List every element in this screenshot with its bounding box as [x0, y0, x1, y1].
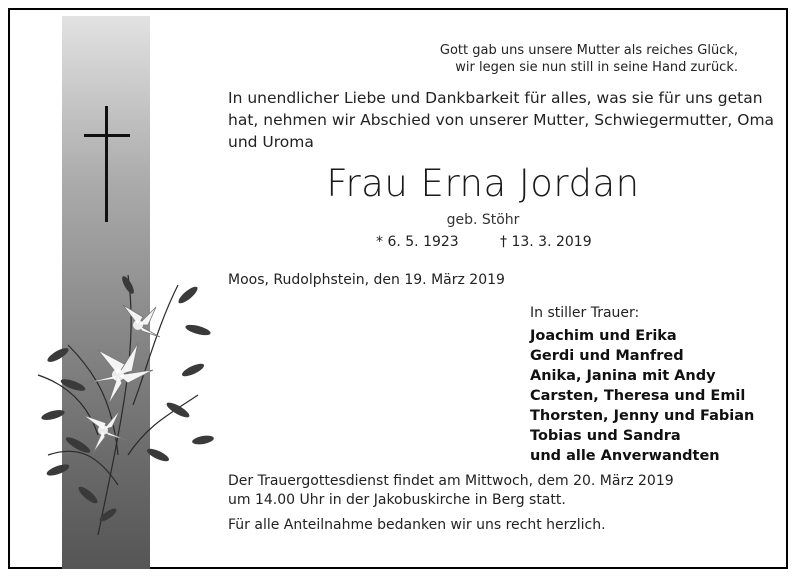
motto-line: wir legen sie nun still in seine Hand zurück.: [455, 60, 738, 75]
motto-verse: [440, 42, 738, 76]
intro-line: In unendlicher Liebe und Dankbarkeit für alles, was sie für uns getan: [228, 89, 763, 107]
cross-icon: [84, 106, 130, 222]
intro-line: und Uroma: [228, 133, 314, 151]
death-date: † 13. 3. 2019: [500, 234, 592, 250]
funeral-service-info: [228, 472, 674, 510]
lily-bouquet-image: [28, 255, 223, 540]
mourners-list: [530, 326, 754, 466]
maiden-name: geb. Stöhr: [446, 212, 520, 228]
place-and-date: Moos, Rudolphstein, den 19. März 2019: [228, 272, 505, 288]
mourner-name: Joachim und Erika: [530, 328, 677, 344]
motto-line: Gott gab uns unsere Mutter als reiches Glück,: [439, 43, 738, 58]
intro-line: hat, nehmen wir Abschied von unserer Mutter, Schwiegermutter, Oma: [228, 111, 775, 129]
mourner-name: Tobias und Sandra: [530, 428, 681, 444]
service-line: um 14.00 Uhr in der Jakobuskirche in Berg statt.: [228, 492, 566, 508]
mourner-name: und alle Anverwandten: [530, 448, 720, 464]
intro-text: [228, 87, 774, 153]
birth-date: * 6. 5. 1923: [376, 234, 459, 250]
service-line: Der Trauergottesdienst findet am Mittwoch, dem 20. März 2019: [228, 473, 674, 489]
deceased-name: Frau Erna Jordan: [326, 162, 640, 205]
mourner-name: Carsten, Theresa und Emil: [530, 388, 746, 404]
mourner-name: Anika, Janina mit Andy: [530, 368, 716, 384]
mourners-heading: In stiller Trauer:: [530, 305, 640, 321]
mourner-name: Thorsten, Jenny und Fabian: [530, 408, 755, 424]
mourner-name: Gerdi und Manfred: [530, 348, 684, 364]
thanks-note: Für alle Anteilnahme bedanken wir uns recht herzlich.: [228, 517, 606, 533]
